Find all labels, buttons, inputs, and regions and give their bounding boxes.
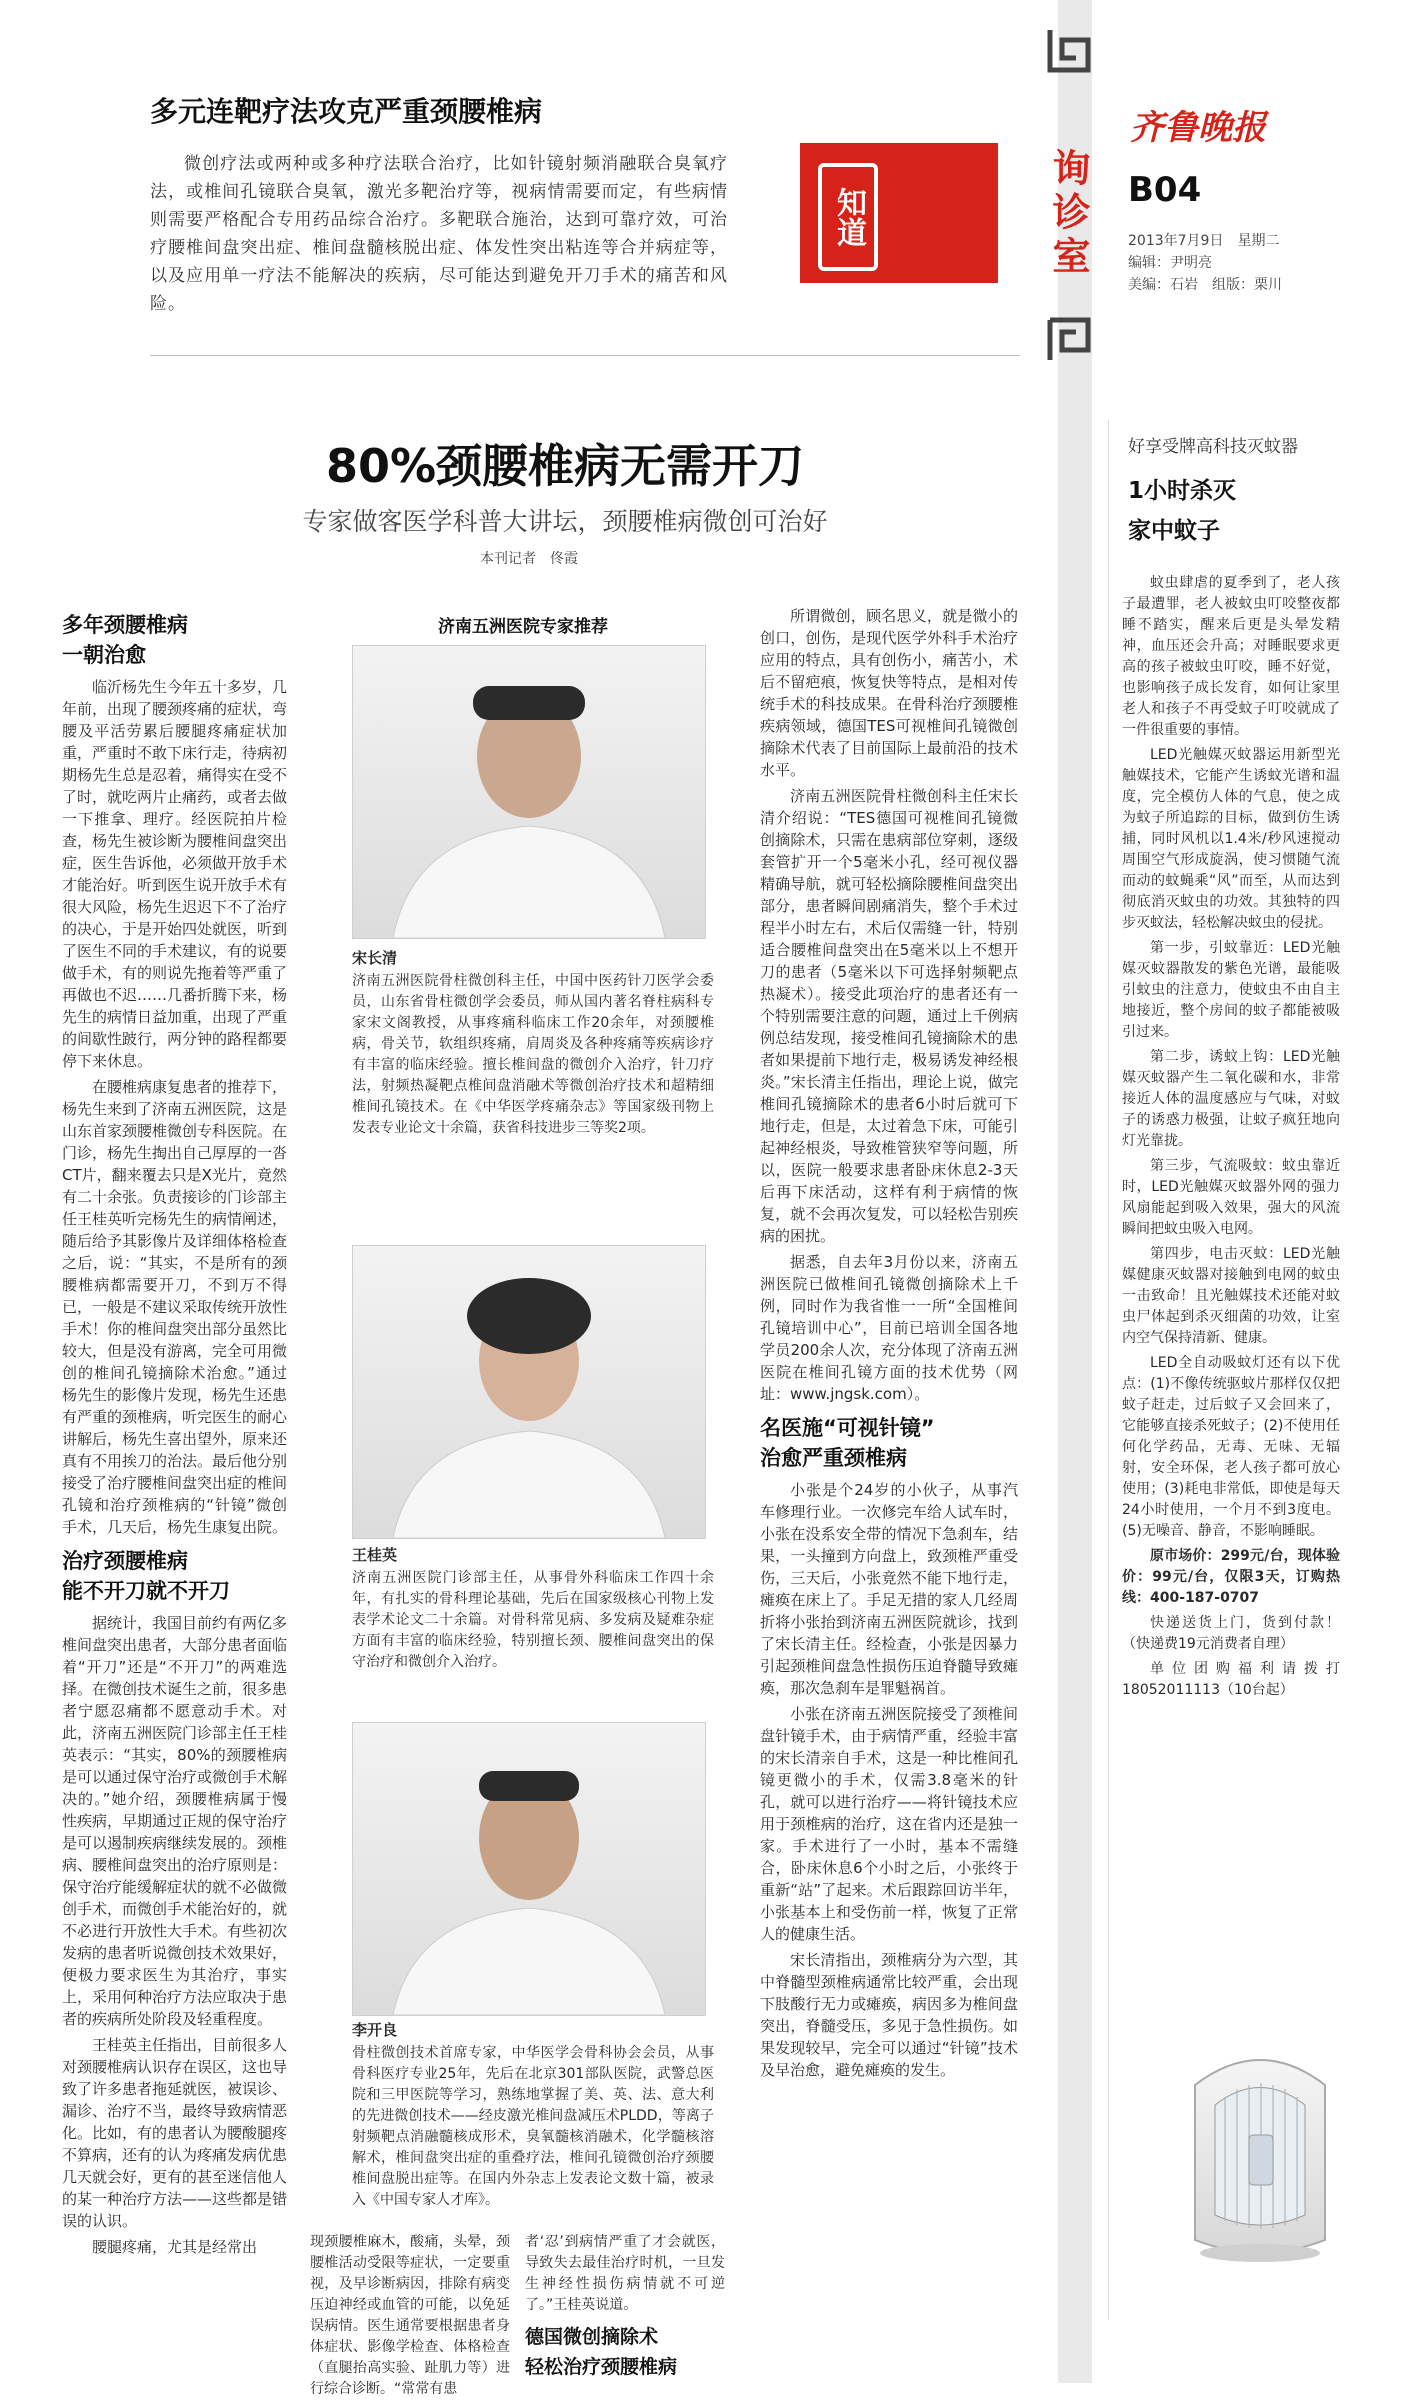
expert-photo-li: [352, 1722, 706, 2016]
know-badge-inner: 知道: [818, 163, 878, 271]
col1-paragraph: 王桂英主任指出，目前很多人对颈腰椎病认识存在误区，这也导致了许多患者拖延就医，被误诊、漏诊、治疗不当，最终导致病情恶化。比如，有的患者认为腰酸腿疼不算病，还有的认为疼痛发病优患几天就会好，更有的甚至迷信他人的某一种治疗方法——这些都是错误的认识。: [62, 2036, 288, 2230]
col3-paragraph: 宋长清指出，颈椎病分为六型，其中脊髓型颈椎病通常比较严重，会出现下肢酸行无力或瘫痪，病因多为椎间盘突出，脊髓受压，多见于急性损伤。如果发现较早，完全可以通过“针镜”技术及早治愈，避免瘫痪的发生。: [760, 1951, 1018, 2079]
main-headline: 80%颈腰椎病无需开刀: [325, 439, 805, 493]
ad-title-a: 1小时杀灭: [1128, 478, 1237, 504]
ad-title-b: 家中蚊子: [1128, 518, 1220, 544]
col3-paragraph: 小张是个24岁的小伙子，从事汽车修理行业。一次修完车给人试车时，小张在没系安全带的情况下急刹车，结果，一头撞到方向盘上，致颈椎严重受伤，三天后，小张竟然不能下地行走，瘫痪在床上了。手足无措的家人几经周折将小张抬到济南五洲医院就诊，找到了宋长清主任。经检查，小张是因暴力引起颈椎间盘急性损伤压迫脊髓导致瘫痪，那次急刹车是罪魁祸首。: [760, 1481, 1018, 1697]
know-badge: [800, 143, 998, 283]
ad-kicker: 好享受牌高科技灭蚊器: [1128, 437, 1298, 457]
col1-heading-1a: 多年颈腰椎病: [62, 613, 188, 637]
column-2-bottom: [310, 2232, 510, 2400]
column-2b-bottom: [525, 2232, 725, 2382]
mosquito-lamp-icon: [1165, 2025, 1355, 2275]
col1-heading-1b: 一朝治愈: [62, 643, 146, 667]
design-credit: 美编：石岩 组版：栗川: [1128, 277, 1282, 293]
col1-heading-2b: 能不开刀就不开刀: [62, 1579, 230, 1603]
col2b-heading-b: 轻松治疗颈腰椎病: [525, 2356, 678, 2378]
col1-heading-2a: 治疗颈腰椎病: [62, 1549, 188, 1573]
editor-credit: 编辑：尹明亮: [1128, 255, 1212, 271]
col2b-heading-a: 德国微创摘除术: [525, 2326, 659, 2348]
expert-caption-song: [352, 948, 714, 1139]
ad-paragraph: 第一步，引蚊靠近：LED光触媒灭蚊器散发的紫色光谱，最能吸引蚊虫的注意力，使蚊虫不由自主地接近，整个房间的蚊子都能被吸引过来。: [1122, 940, 1340, 1040]
section-title: 询诊室: [1046, 148, 1090, 280]
expert-bio: 骨柱微创技术首席专家，中华医学会骨科协会会员，从事骨科医疗专业25年，先后在北京301部队医院，武警总医院和三甲医院等学习，熟练地掌握了美、英、法、意大利的先进微创技术——经皮激光椎间盘减压术PLDD，等离子射频靶点消融髓核成形术，臭氧髓核消融术，化学髓核溶解术，椎间盘突出症的重叠疗法，椎间孔镜微创治疗颈腰椎间盘脱出症等。在国内外杂志上发表论文数十篇，被录入《中国专家人才库》。: [352, 2045, 714, 2208]
experts-header: 济南五洲医院专家推荐: [438, 617, 608, 637]
portrait-icon: [353, 1723, 705, 2015]
ad-paragraph: 快递送货上门，货到付款！（快递费19元消费者自理）: [1122, 1615, 1340, 1652]
ad-paragraph: 第三步，气流吸蚊：蚊虫靠近时，LED光触媒灭蚊器外网的强力风扇能起到吸入效果，强大的风流瞬间把蚊虫吸入电网。: [1122, 1158, 1340, 1237]
col3-heading-b: 治愈严重颈椎病: [760, 1446, 907, 1470]
ad-price: 原市场价：299元/台，现体验价：99元/台，仅限3天，订购热线：400-187-0707: [1122, 1548, 1340, 1606]
ad-paragraph: 单位团购福利请拨打18052011113（10台起）: [1122, 1661, 1340, 1698]
ad-paragraph: LED光触媒灭蚊器运用新型光触媒技术，它能产生诱蚊光谱和温度，完全模仿人体的气息，使之成为蚊子所追踪的目标，做到仿生诱捕，同时风机以1.4米/秒风速搅动周围空气形成旋涡，使习惯随气流而动的蚊蝇乘“风”而至，从而达到彻底消灭蚊虫的功效。其独特的四步灭蚊法，轻松解决蚊虫的侵扰。: [1122, 747, 1340, 931]
expert-name: 李开良: [352, 2021, 398, 2039]
ad-paragraph: 第四步，电击灭蚊：LED光触媒健康灭蚊器对接触到电网的蚊虫一击致命！且光触媒技术还能对蚊虫尸体起到杀灭细菌的功效，让室内空气保持清新、健康。: [1122, 1246, 1340, 1346]
col3-paragraph: 所谓微创，顾名思义，就是微小的创口，创伤，是现代医学外科手术治疗应用的特点，具有创伤小，痛苦小，术后不留疤痕，恢复快等特点，是相对传统手术的科技成果。在骨科治疗颈腰椎疾病领域，德国TES可视椎间孔镜微创摘除术代表了目前国际上最前沿的技术水平。: [760, 607, 1018, 779]
col3-paragraph: 据悉，自去年3月份以来，济南五洲医院已做椎间孔镜微创摘除术上千例，同时作为我省惟一一所“全国椎间孔镜培训中心”，目前已培训全国各地学员200余人次，充分体现了济南五洲医院在椎间孔镜方面的技术优势（网址：www.jngsk.com）。: [760, 1253, 1018, 1403]
expert-photo-song: [352, 645, 706, 939]
expert-caption-li: [352, 2020, 714, 2211]
page-number: B04: [1128, 170, 1202, 210]
column-1: [62, 610, 287, 2262]
col3-paragraph: 小张在济南五洲医院接受了颈椎间盘针镜手术，由于病情严重，经验丰富的宋长清亲自手术，这是一种比椎间孔镜更微小的手术，仅需3.8毫米的针孔，就可以进行治疗——将针镜技术应用于颈椎病的治疗，这在省内还是独一家。手术进行了一小时，基本不需缝合，卧床休息6个小时之后，小张终于重新“站”了起来。术后跟踪回访半年，小张基本上和受伤前一样，恢复了正常人的健康生活。: [760, 1705, 1018, 1943]
expert-name: 王桂英: [352, 1546, 398, 1564]
top-title: 多元连靶疗法攻克严重颈腰椎病: [150, 95, 543, 128]
col2-paragraph: 现颈腰椎麻木，酸痛，头晕，颈腰椎活动受限等症状，一定要重视，及早诊断病因，排除有病变压迫神经或血管的可能，以免延误病情。医生通常要根据患者身体症状、影像学检查、体格检查（直腿抬高实验、趾肌力等）进行综合诊断。“常常有患: [310, 2234, 510, 2397]
byline: 本刊记者 佟霞: [480, 551, 578, 567]
main-subhead: 专家做客医学科普大讲坛，颈腰椎病微创可治好: [302, 507, 828, 536]
expert-caption-wang: [352, 1545, 714, 1673]
ad-paragraph: 蚊虫肆虐的夏季到了，老人孩子最遭罪，老人被蚊虫叮咬整夜都睡不踏实，醒来后更是头晕发精神，血压还会升高；对睡眠要求更高的孩子被蚊虫叮咬，睡不好觉，也影响孩子成长发育，如何让家里老人和孩子不再受蚊子叮咬就成了一件很重要的事情。: [1122, 575, 1340, 738]
ad-paragraph: 第二步，诱蚊上钩：LED光触媒灭蚊器产生二氧化碳和水，非常接近人体的温度感应与气味，对蚊子的诱惑力极强，让蚊子疯狂地向灯光靠拢。: [1122, 1049, 1340, 1149]
portrait-icon: [353, 646, 705, 938]
column-divider: [1108, 420, 1109, 2320]
ad-paragraph: LED全自动吸蚊灯还有以下优点：(1)不像传统驱蚊片那样仅仅把蚊子赶走，过后蚊子又会回来了，它能够直接杀死蚊子；(2)不使用任何化学药品，无毒、无味、无辐射，安全环保，老人孩子都可放心使用；(3)耗电非常低，即使是每天24小时使用，一个月不到3度电。(5)无噪音、静音，不影响睡眠。: [1122, 1355, 1340, 1539]
col3-heading-a: 名医施“可视针镜”: [760, 1416, 935, 1440]
expert-photo-wang: [352, 1245, 706, 1539]
col1-paragraph: 在腰椎病康复患者的推荐下，杨先生来到了济南五洲医院，这是山东首家颈腰椎微创专科医院。在门诊，杨先生掏出自己厚厚的一沓CT片，翻来覆去只是X光片，竟然有二十余张。负责接诊的门诊部主任王桂英听完杨先生的病情阐述，随后给予其影像片及详细体格检查之后，说：“其实，不是所有的颈腰椎病都需要开刀，不到万不得已，一般是不建议采取传统开放性手术！你的椎间盘突出部分虽然比较大，但是没有游离，完全可用微创的椎间孔镜摘除术治愈。”通过杨先生的影像片发现，杨先生还患有严重的颈椎病，听完医生的耐心讲解后，杨先生喜出望外，原来还真有不用挨刀的治法。最后他分别接受了治疗腰椎间盘突出症的椎间孔镜和治疗颈椎病的“针镜”微创手术，几天后，杨先生康复出院。: [62, 1078, 288, 1536]
top-intro: 微创疗法或两种或多种疗法联合治疗，比如针镜射频消融联合臭氧疗法，或椎间孔镜联合臭氧，激光多靶治疗等，视病情需要而定，有些病情则需要严格配合专用药品综合治疗。多靶联合施治，达到可靠疗效，可治疗腰椎间盘突出症、椎间盘髓核脱出症、体发性突出粘连等合并病症等，以及应用单一疗法不能解决的疾病，尽可能达到避免开刀手术的痛苦和风险。: [150, 154, 728, 314]
issue-date: 2013年7月9日 星期二: [1128, 233, 1280, 249]
column-3: [760, 605, 1018, 2085]
col1-paragraph: 腰腿疼痛，尤其是经常出: [92, 2238, 258, 2256]
col1-paragraph: 据统计，我国目前约有两亿多椎间盘突出患者，大部分患者面临着“开刀”还是“不开刀”的两难选择。在微创技术诞生之前，很多患者宁愿忍痛都不愿意动手术。对此，济南五洲医院门诊部主任王桂英表示：“其实，80%的颈腰椎病是可以通过保守治疗或微创手术解决的。”她介绍，颈腰椎病属于慢性疾病，早期通过正规的保守治疗是可以遏制疾病继续发展的。颈椎病、腰椎间盘突出的治疗原则是：保守治疗能缓解症状的就不必做微创手术，而微创手术能治好的，就不必进行开放性大手术。有些初次发病的患者听说微创技术效果好，便极力要求医生为其治疗，事实上，采用何种治疗方法应取决于患者的疾病所处阶段及轻重程度。: [62, 1614, 288, 2028]
paper-logo: 齐鲁晚报: [1130, 108, 1266, 148]
col1-paragraph: 临沂杨先生今年五十多岁，几年前，出现了腰颈疼痛的症状，弯腰及平活劳累后腰腿疼痛症状加重，严重时不敢下床行走，待病初期杨先生总是忍着，痛得实在受不了时，就吃两片止痛药，或者去做一下推拿、理疗。经医院拍片检查，杨先生被诊断为腰椎间盘突出症，医生告诉他，必须做开放手术才能治好。听到医生说开放手术有很大风险，杨先生迟迟下不了治疗的决心，于是开始四处就医，听到了医生不同的手术建议，有的说要做手术，有的则说先拖着等严重了再做也不迟……几番折腾下来，杨先生的病情日益加重，出现了严重的间歇性跛行，两分钟的路程都要停下来休息。: [62, 678, 288, 1070]
col3-paragraph: 济南五洲医院骨柱微创科主任宋长清介绍说：“TES德国可视椎间孔镜微创摘除术，只需在患病部位穿刺，逐级套管扩开一个5毫米小孔，经可视仪器精确导航，就可轻松摘除腰椎间盘突出部分，患者瞬间剧痛消失，整个手术过程半小时左右，术后仅需缝一针，特别适合腰椎间盘突出在5毫米以上不想开刀的患者（5毫米以下可选择射频靶点热凝术）。接受此项治疗的患者还有一个特别需要注意的问题，通过上千例病例总结发现，接受椎间孔镜摘除术的患者如果提前下地行走，极易诱发神经根炎。”宋长清主任指出，理论上说，做完椎间孔镜摘除术的患者6小时后就可下地行走，但是，太过着急下床，可能引起神经根炎，导致椎管狭窄等问题，所以，医院一般要求患者卧床休息2-3天后再下床活动，这样有利于病情的恢复，就不会再次复发，可以轻松告别疾病的困扰。: [760, 787, 1018, 1245]
top-divider: [150, 355, 1020, 356]
col2b-paragraph: 者‘忍’到病情严重了才会就医，导致失去最佳治疗时机，一旦发生神经性损伤病情就不可逆了。”王桂英说道。: [525, 2234, 725, 2313]
expert-name: 宋长清: [352, 949, 398, 967]
portrait-icon: [353, 1246, 705, 1538]
ad-body: [1122, 573, 1340, 1705]
expert-bio: 济南五洲医院门诊部主任，从事骨外科临床工作四十余年，有扎实的骨科理论基础，先后在国家级核心刊物上发表学术论文二十余篇。对骨科常见病、多发病及疑难杂症方面有丰富的临床经验，特别擅长颈、腰椎间盘突出的保守治疗和微创介入治疗。: [352, 1570, 714, 1670]
product-image: [1165, 2025, 1355, 2275]
expert-bio: 济南五洲医院骨柱微创科主任，中国中医药针刀医学会委员，山东省骨柱微创学会委员，师从国内著名脊柱病科专家宋文阁教授，从事疼痛科临床工作20余年，对颈腰椎病，骨关节，软组织疼痛，肩周炎及各种疼痛等疾病诊疗有丰富的临床经验。擅长椎间盘的微创介入治疗，针刀疗法，射频热凝靶点椎间盘消融术等微创治疗技术和超精细椎间孔镜技术。在《中华医学疼痛杂志》等国家级刊物上发表专业论文十余篇，获省科技进步三等奖2项。: [352, 973, 714, 1136]
